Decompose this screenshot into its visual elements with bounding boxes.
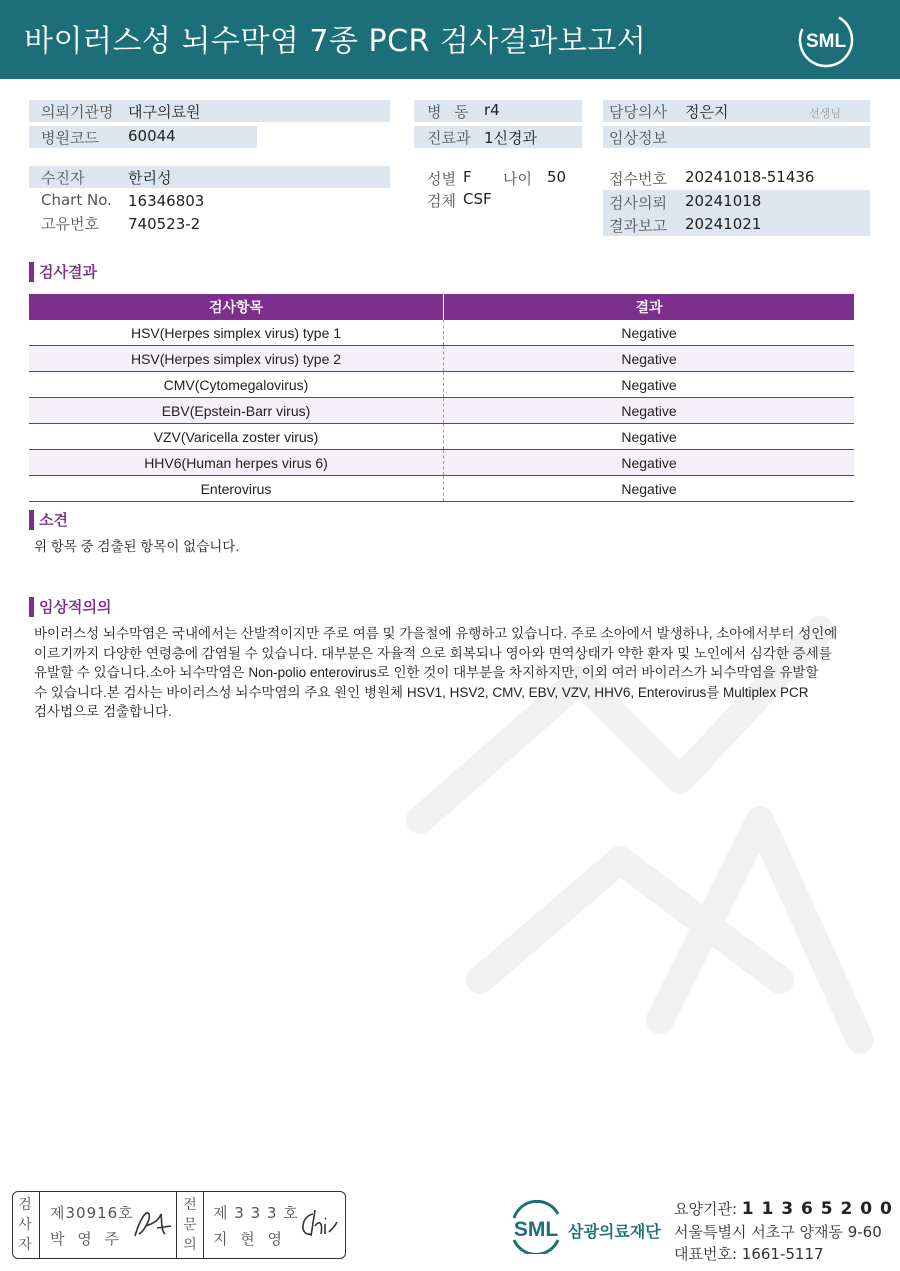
findings-section-title: 소견: [29, 510, 68, 530]
patient-value: 한리성: [128, 169, 172, 187]
receipt-label: 접수번호: [609, 170, 667, 188]
test-item: Enterovirus: [29, 476, 444, 502]
report-value: 20241021: [685, 215, 762, 233]
doctor-suffix: 선생님: [809, 107, 841, 120]
clinical-label: 임상정보: [609, 129, 667, 147]
report-label: 결과보고: [609, 217, 667, 235]
results-section-title: 검사결과: [29, 262, 97, 282]
test-item: VZV(Varicella zoster virus): [29, 424, 444, 450]
hospital-value: 대구의료원: [128, 103, 201, 121]
col-item-header: 검사항목: [29, 294, 444, 320]
phone-line: [674, 1243, 824, 1264]
significance-section-title: 임상적의의: [29, 597, 111, 617]
test-result: Negative: [444, 450, 855, 476]
doctor-value: 정은지: [685, 103, 729, 121]
institution-code-value: 1 1 3 6 5 2 0 0: [741, 1199, 893, 1219]
test-item: HSV(Herpes simplex virus) type 1: [29, 320, 444, 346]
report-header: [0, 0, 900, 79]
request-label: 검사의뢰: [609, 194, 667, 212]
test-result: Negative: [444, 424, 855, 450]
reviewer-license: 제30916호: [50, 1204, 134, 1222]
phone-value: 1661-5117: [741, 1245, 824, 1263]
doctor-label: 담당의사: [609, 103, 667, 121]
test-result: Negative: [444, 476, 855, 502]
table-row: [29, 372, 854, 398]
specialist-license: 제 3 3 3 호: [213, 1204, 299, 1222]
age-value: 50: [547, 168, 567, 186]
specialist-name: 지 현 영: [213, 1230, 287, 1248]
table-row: [29, 398, 854, 424]
table-row: [29, 346, 854, 372]
specialist-signature-icon: [295, 1206, 339, 1242]
results-table: [29, 294, 854, 502]
test-item: HSV(Herpes simplex virus) type 2: [29, 346, 444, 372]
signature-divider: [176, 1192, 177, 1258]
ward-value: r4: [484, 101, 500, 119]
chart-label: Chart No.: [41, 191, 112, 209]
significance-line: 검사법으로 검출합니다.: [34, 704, 172, 719]
reviewer-name: 박 영 주: [50, 1230, 124, 1248]
code-value: 60044: [128, 127, 176, 145]
specimen-value: CSF: [463, 190, 492, 208]
report-title: 바이러스성 뇌수막염 7종 PCR 검사결과보고서: [24, 24, 647, 59]
significance-line: 바이러스성 뇌수막염은 국내에서는 산발적이지만 주로 여름 및 가을철에 유행하고 있습니다. 주로 소아에서 발생하나, 소아에서부터 성인에: [34, 626, 838, 641]
request-value: 20241018: [685, 192, 762, 210]
patient-label: 수진자: [41, 169, 85, 187]
table-row: [29, 450, 854, 476]
test-result: Negative: [444, 372, 855, 398]
sex-label: 성별: [427, 170, 456, 188]
test-item: CMV(Cytomegalovirus): [29, 372, 444, 398]
test-item: EBV(Epstein-Barr virus): [29, 398, 444, 424]
table-row: [29, 320, 854, 346]
institution-code-line: [674, 1198, 893, 1219]
institution-code-label: 요양기관:: [674, 1200, 738, 1218]
dept-value: 1신경과: [484, 129, 538, 147]
hospital-label: 의뢰기관명: [41, 103, 114, 121]
ward-label: 병 동: [427, 103, 469, 121]
test-item: HHV6(Human herpes virus 6): [29, 450, 444, 476]
sml-logo-text: SML: [805, 31, 847, 52]
id-label: 고유번호: [41, 215, 99, 233]
age-label: 나이: [503, 170, 532, 188]
sml-logo: [798, 12, 854, 68]
significance-line: 수 있습니다.본 검사는 바이러스성 뇌수막염의 주요 원인 병원체 HSV1, HSV2, CMV, EBV, VZV, HHV6, Enterovirus를 Multiplex PCR: [34, 684, 809, 700]
signature-box: [12, 1191, 346, 1259]
test-result: Negative: [444, 398, 855, 424]
test-result: Negative: [444, 346, 855, 372]
dept-label: 진료과: [427, 129, 471, 147]
significance-line: 유발할 수 있습니다.소아 뇌수막염은 Non-polio enterovirus로 인한 것이 대부분을 차지하지만, 이외 여러 바이러스가 뇌수막염을 유발할: [34, 665, 819, 680]
receipt-value: 20241018-51436: [685, 168, 815, 186]
footer-sml-logo: [506, 1200, 566, 1254]
reviewer-label: 검 사 자: [18, 1197, 32, 1253]
code-label: 병원코드: [41, 129, 99, 147]
significance-text: [34, 624, 837, 722]
foundation-name: 삼광의료재단: [568, 1222, 661, 1241]
signature-divider: [39, 1192, 40, 1258]
footer-logo-text: SML: [513, 1218, 559, 1241]
results-header-row: [29, 294, 854, 320]
signature-divider: [203, 1192, 204, 1258]
id-value: 740523-2: [128, 215, 201, 233]
significance-line: 이르기까지 다양한 연령층에 감염될 수 있습니다. 대부분은 자율적 으로 회복되나 영아와 면역상태가 약한 환자 및 노인에서 심각한 증세를: [34, 645, 832, 661]
reviewer-signature-icon: [131, 1206, 173, 1242]
footer-address: 서울특별시 서초구 양재동 9-60: [674, 1223, 882, 1241]
sex-value: F: [463, 168, 472, 186]
phone-label: 대표번호:: [674, 1245, 738, 1263]
specialist-label: 전 문 의: [183, 1197, 197, 1253]
findings-text: 위 항목 중 검출된 항목이 없습니다.: [34, 539, 240, 554]
table-row: [29, 476, 854, 502]
specimen-label: 검체: [427, 192, 456, 210]
table-row: [29, 424, 854, 450]
chart-value: 16346803: [128, 192, 205, 210]
test-result: Negative: [444, 320, 855, 346]
col-result-header: 결과: [444, 294, 855, 320]
